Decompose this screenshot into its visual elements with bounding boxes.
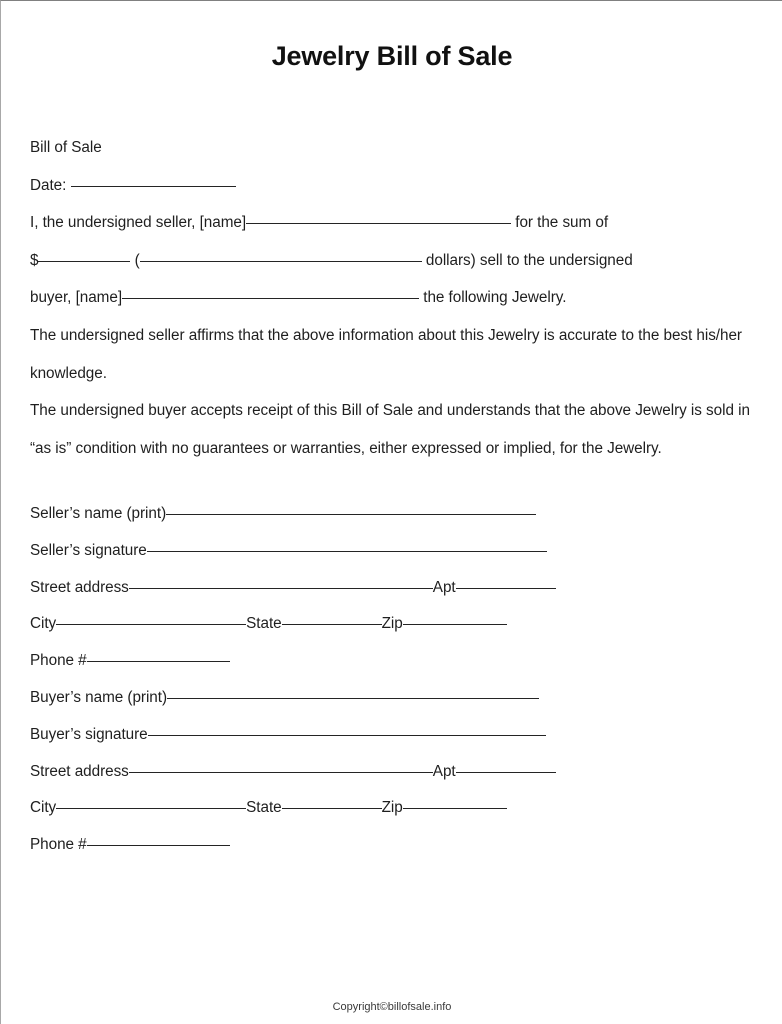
amount-open-paren: ( [130,251,140,269]
amount-clause-text-c: dollars) sell to the undersigned [421,251,633,269]
buyer-acceptance-paragraph: The undersigned buyer accepts receipt of this Bill of Sale and understands that the above Jewelry is sold in “as is” condition with no guarantees or warranties, either expressed or implied, for the Jewelry. [30,402,750,457]
seller-zip-fill-rule[interactable] [403,624,507,625]
seller-apt-fill-rule[interactable] [456,588,556,589]
seller-street-address-field [30,570,760,607]
seller-print-name-label: Seller’s name (print) [30,505,167,522]
buyer-apt-fill-rule[interactable] [456,772,556,773]
seller-name-fill-rule[interactable] [246,223,511,224]
seller-signature-field [30,533,760,570]
date-label: Date: [30,176,71,194]
amount-numeric-fill-rule[interactable] [38,261,130,262]
buyer-city-fill-rule[interactable] [56,808,246,809]
seller-phone-field [30,643,760,680]
seller-name-clause-line [30,204,760,242]
seller-city-fill-rule[interactable] [56,624,246,625]
buyer-state-fill-rule[interactable] [282,808,382,809]
seller-zip-label: Zip [381,615,403,633]
seller-phone-label: Phone # [30,652,87,670]
page-title: Jewelry Bill of Sale [271,41,513,71]
buyer-city-label: City [30,799,57,817]
bill-of-sale-heading [30,129,760,167]
buyer-phone-field [30,827,760,864]
document-body [30,129,760,467]
seller-state-label: State [246,615,282,633]
seller-city-state-zip-field [30,606,760,643]
seller-print-name-field [30,496,760,533]
buyer-name-clause-line [30,279,760,317]
seller-affirmation-paragraph: The undersigned seller affirms that the above information about this Jewelry is accurate to the best his/her knowledge. [30,326,742,382]
buyer-apt-label: Apt [432,762,456,780]
buyer-street-address-label: Street address [30,762,129,780]
buyer-name-clause-text-b: the following Jewelry. [419,289,567,307]
buyer-state-label: State [246,799,282,817]
seller-print-name-fill-rule[interactable] [166,514,536,515]
seller-street-address-label: Street address [30,578,129,596]
buyer-print-name-field [30,680,760,717]
buyer-phone-label: Phone # [30,836,87,854]
buyer-name-clause-text-a: buyer, [name] [30,289,123,307]
buyer-print-name-label: Buyer’s name (print) [30,688,168,706]
signature-fields-block [30,496,760,864]
buyer-street-address-fill-rule[interactable] [129,772,433,773]
buyer-signature-field [30,717,760,754]
seller-state-fill-rule[interactable] [282,624,382,625]
seller-apt-label: Apt [432,578,456,596]
buyer-signature-label: Buyer’s signature [30,725,148,743]
seller-name-clause-text-b: for the sum of [511,214,609,232]
buyer-signature-fill-rule[interactable] [148,735,546,736]
dollar-sign-label: $ [30,251,39,269]
seller-signature-fill-rule[interactable] [147,551,547,552]
seller-name-clause-text-a: I, the undersigned seller, [name] [30,214,247,232]
buyer-city-state-zip-field [30,790,760,827]
seller-city-label: City [30,615,57,633]
bill-of-sale-heading-label: Bill of Sale [30,139,102,156]
amount-clause-line [30,242,760,280]
date-fill-rule[interactable] [71,186,236,187]
buyer-zip-label: Zip [381,799,403,817]
buyer-print-name-fill-rule[interactable] [167,698,539,699]
seller-street-address-fill-rule[interactable] [129,588,433,589]
amount-words-fill-rule[interactable] [140,261,422,262]
date-field-line [30,167,760,205]
buyer-street-address-field [30,754,760,791]
footer-copyright: Copyright©billofsale.info [332,1001,452,1013]
buyer-phone-fill-rule[interactable] [87,845,230,846]
seller-signature-label: Seller’s signature [30,541,147,559]
buyer-zip-fill-rule[interactable] [403,808,507,809]
buyer-name-fill-rule[interactable] [122,298,419,299]
seller-phone-fill-rule[interactable] [87,661,230,662]
